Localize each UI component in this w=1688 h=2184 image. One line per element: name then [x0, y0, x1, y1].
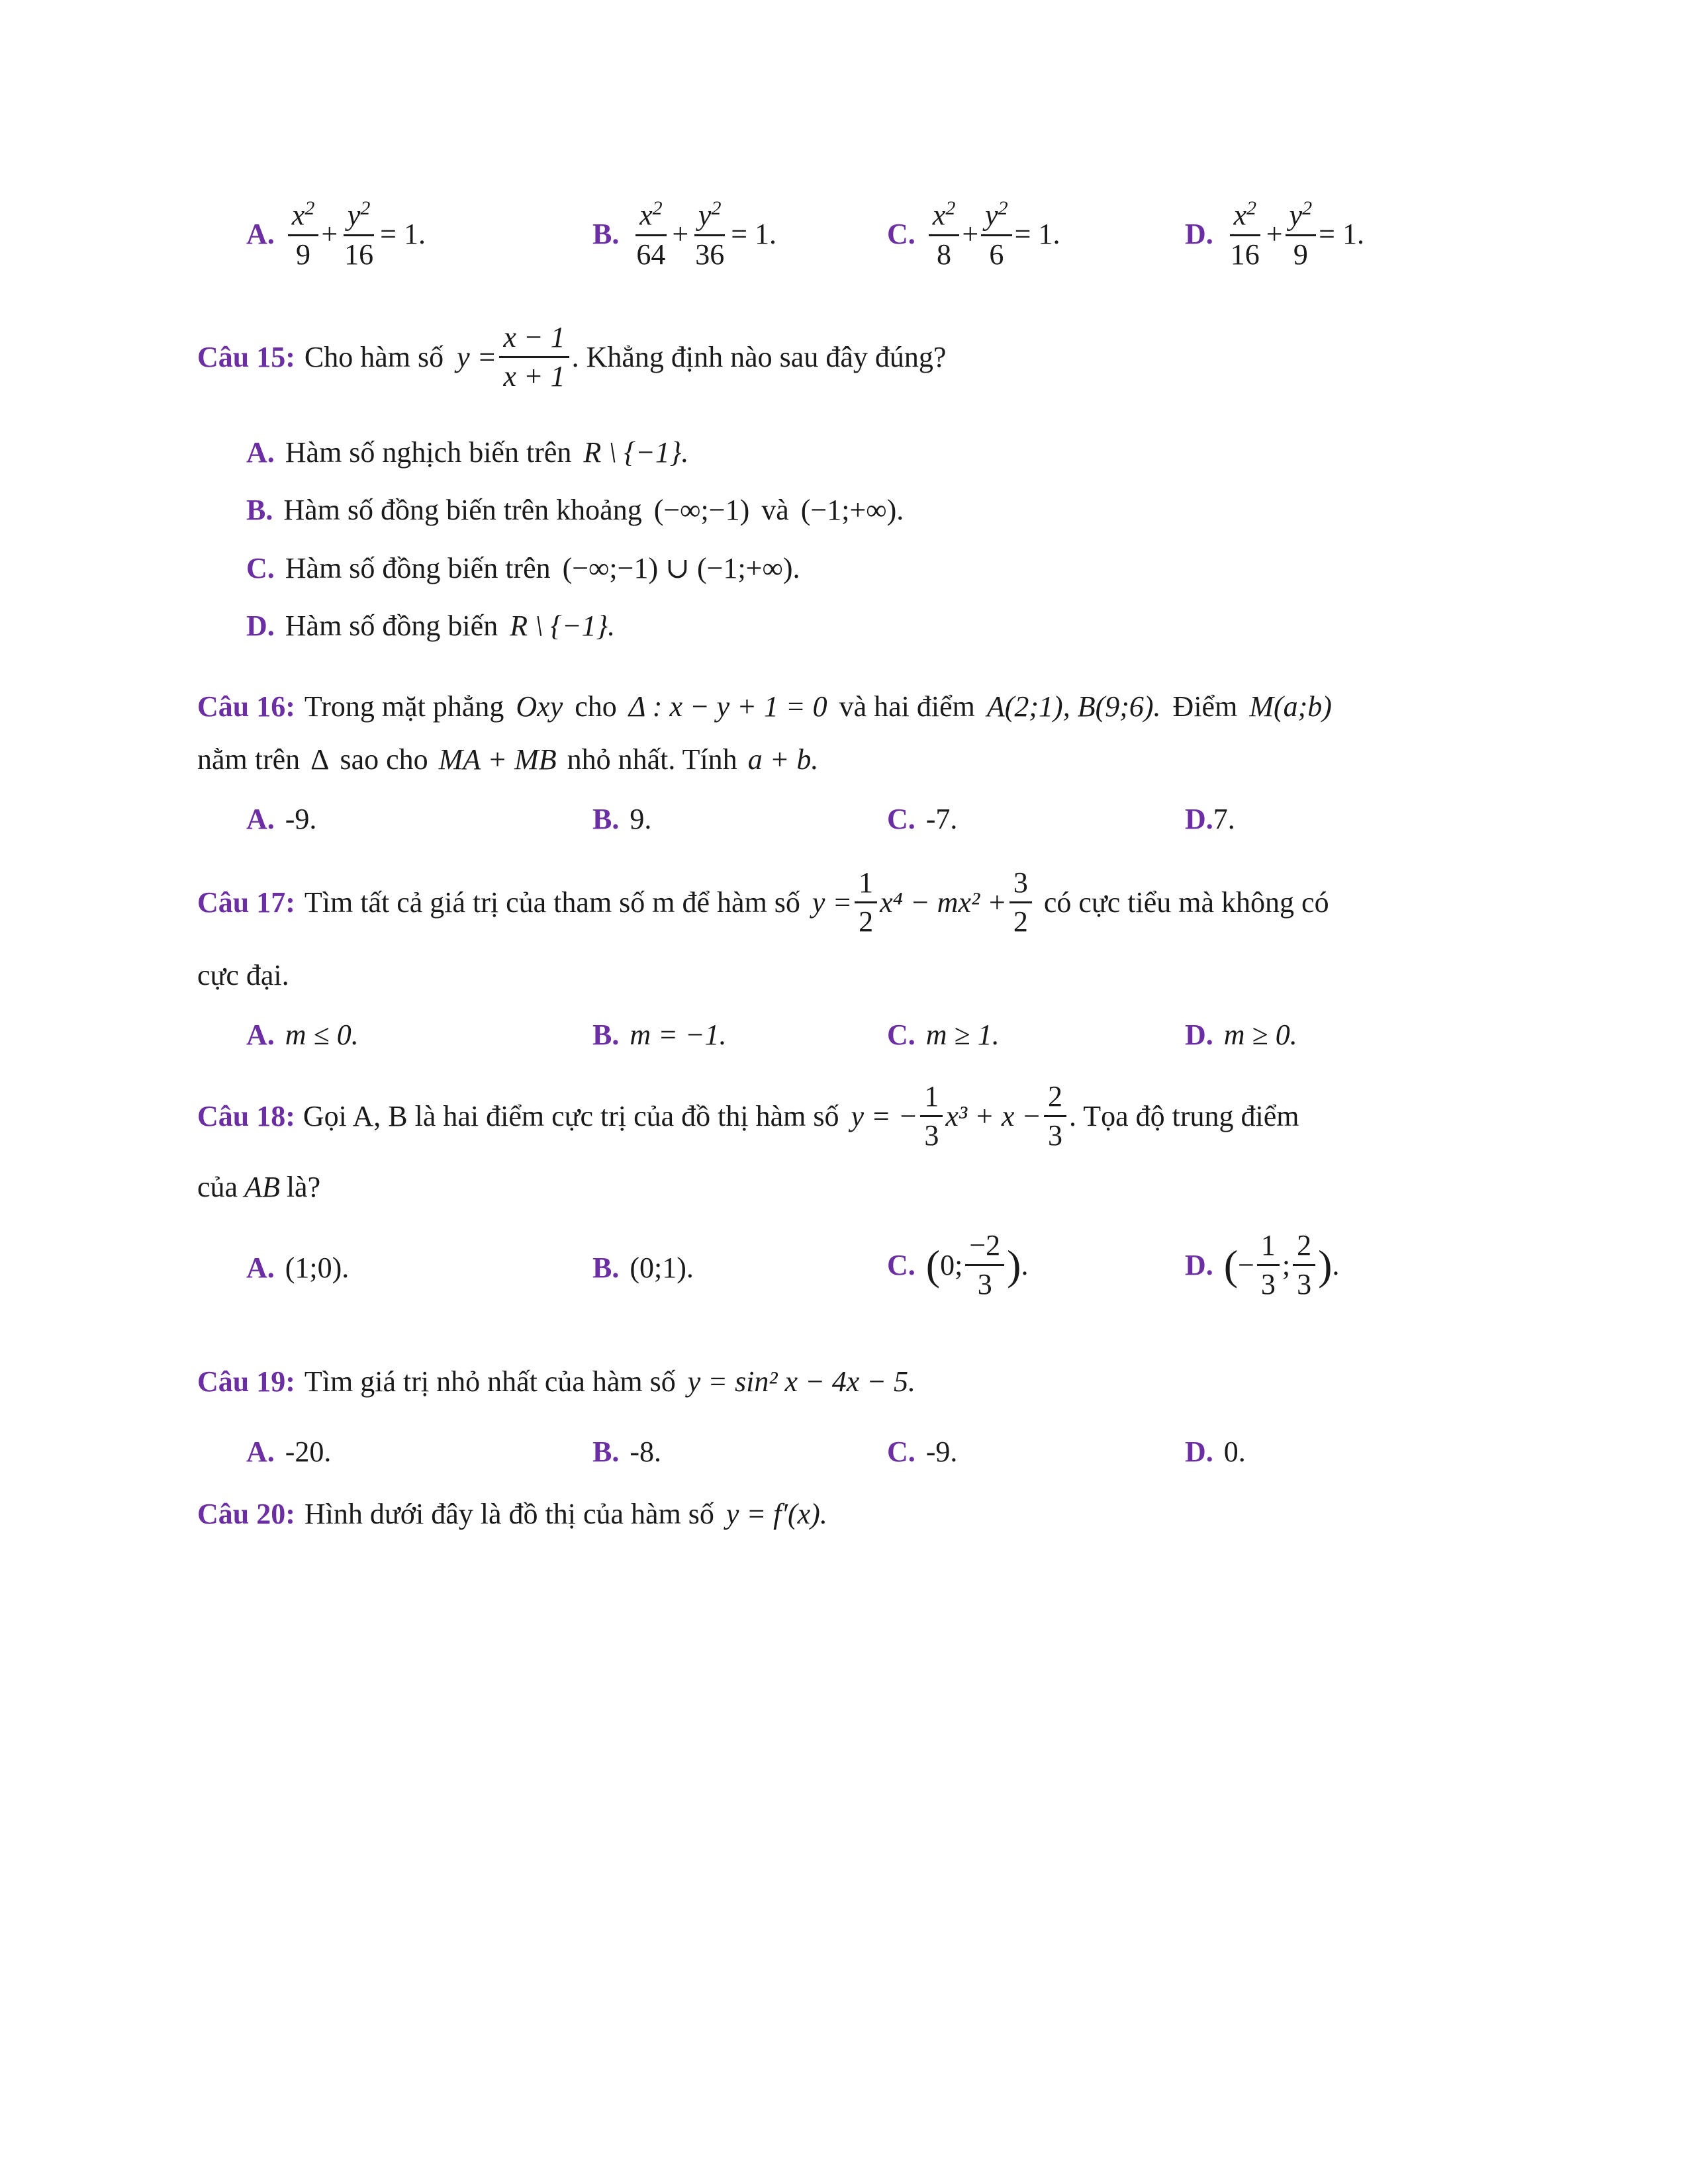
question-label: Câu 17:: [197, 886, 295, 919]
option-letter: A.: [246, 436, 275, 469]
option-letter: C.: [887, 1435, 915, 1468]
question-17: [197, 868, 1329, 936]
question-text: Tìm tất cả giá trị của tham số m để hàm số: [304, 886, 800, 919]
math-expression: y = f′(x).: [726, 1498, 827, 1530]
option-letter: D.: [1185, 1249, 1213, 1281]
option-letter: A.: [246, 217, 275, 250]
option-value: -8.: [630, 1435, 662, 1468]
question-text: Tìm giá trị nhỏ nhất của hàm số: [304, 1365, 676, 1398]
fraction: $\frac{3}{2}$: [1009, 868, 1032, 936]
fraction: $\frac{x^2}{64}$: [636, 197, 666, 271]
fraction: $\frac{y^2}{36}$: [695, 197, 725, 271]
math-expression: x³ + x −: [945, 1100, 1042, 1132]
option-letter: B.: [246, 494, 273, 526]
question-text: cực đại.: [197, 959, 289, 991]
q14-option-a: A. $\frac{x^2}{9}$ + $\frac{y^2}{16}$ = 1.: [246, 197, 426, 271]
math-expression: (−1;+∞).: [800, 494, 904, 526]
q14-option-b: B. $\frac{x^2}{64}$ + $\frac{y^2}{36}$ = 1.: [592, 197, 777, 271]
math-expression: A(2;1), B(9;6).: [986, 690, 1161, 723]
option-letter: B.: [592, 1019, 620, 1051]
q17-option-b: [592, 1018, 727, 1052]
math-expression: M(a;b): [1249, 690, 1332, 723]
option-letter: B.: [592, 803, 620, 835]
question-label: Câu 19:: [197, 1365, 295, 1398]
fraction: $\frac{y^2}{9}$: [1286, 199, 1317, 269]
option-value: 0.: [1223, 1435, 1246, 1468]
fraction: $\frac{y^2}{16}$: [344, 197, 374, 271]
q18-option-d: D. ( − $\frac{1}{3}$ ; $\frac{2}{3}$ ) .: [1185, 1229, 1340, 1300]
question-text: Điểm: [1172, 690, 1238, 723]
q19-option-b: [592, 1435, 661, 1469]
math-expression: y = sin² x − 4x − 5.: [687, 1365, 915, 1398]
math-expression: R \ {−1}.: [510, 610, 616, 642]
question-17-line-2: [197, 958, 289, 992]
question-text: của: [197, 1171, 238, 1203]
math-expression: y = −: [851, 1100, 918, 1132]
question-label: :: [285, 1100, 295, 1132]
q15-option-c: [246, 551, 800, 585]
option-letter: D.: [1185, 1435, 1213, 1468]
math-expression: AB: [244, 1171, 280, 1203]
fraction: $\frac{x^2}{8}$: [929, 199, 960, 269]
left-paren: (: [1223, 1241, 1239, 1289]
option-letter: B.: [592, 1251, 620, 1284]
math-expression: y =: [812, 886, 853, 919]
option-letter: D.: [1185, 217, 1213, 250]
option-letter: C.: [887, 217, 915, 250]
option-letter: C.: [246, 552, 275, 584]
fraction: $\frac{x^2}{16}$: [1230, 197, 1260, 271]
question-16: [197, 690, 1332, 723]
q16-option-b: [592, 802, 651, 836]
q16-option-a: [246, 802, 316, 836]
q19-option-a: [246, 1435, 331, 1469]
option-value: -20.: [285, 1435, 332, 1468]
option-text: và: [761, 494, 789, 526]
math-expression: (−∞;−1): [653, 494, 750, 526]
question-text: và hai điểm: [839, 690, 975, 723]
question-text: Trong mặt phẳng: [304, 690, 504, 723]
fraction: $\frac{y^2}{6}$: [981, 199, 1012, 269]
q14-option-d: D. $\frac{x^2}{16}$ + $\frac{y^2}{9}$ = 1.: [1185, 197, 1364, 271]
question-text: . Khẳng định nào sau đây đúng?: [571, 341, 947, 373]
q16-option-c: [887, 802, 957, 836]
math-expression: a + b.: [747, 743, 819, 776]
question-19: [197, 1365, 915, 1398]
q17-option-d: [1185, 1018, 1297, 1052]
question-text: Hình dưới đây là đồ thị của hàm số: [304, 1498, 714, 1530]
question-text: là?: [286, 1171, 321, 1203]
option-value: -9.: [285, 803, 317, 835]
q18-option-c: C. ( 0; $\frac{-2}{3}$ ) .: [887, 1229, 1029, 1300]
right-paren: ): [1007, 1241, 1021, 1289]
option-value: 9.: [630, 803, 652, 835]
equation-rhs: = 1.: [1319, 217, 1364, 250]
q15-option-a: [246, 435, 688, 469]
q15-option-d: [246, 609, 615, 643]
option-value: (0;1).: [630, 1251, 694, 1284]
option-letter: B.: [592, 217, 620, 250]
option-letter: C.: [887, 1249, 915, 1281]
option-letter: A.: [246, 803, 275, 835]
option-value: 0;: [940, 1249, 963, 1281]
q18-option-b: [592, 1251, 694, 1285]
fraction: $\frac{x^2}{9}$: [288, 199, 319, 269]
option-value: (1;0).: [285, 1251, 350, 1284]
q16-option-d: [1185, 802, 1235, 836]
math-expression: R \ {−1}.: [583, 436, 689, 469]
question-18: [197, 1082, 1299, 1150]
equation-rhs: = 1.: [380, 217, 426, 250]
question-label: Câu 20:: [197, 1498, 295, 1530]
q17-option-c: [887, 1018, 1000, 1052]
q17-option-a: [246, 1018, 359, 1052]
q19-option-d: [1185, 1435, 1246, 1469]
q15-option-b: [246, 493, 904, 527]
option-text: Hàm số nghịch biến trên: [285, 436, 572, 469]
option-letter: B.: [592, 1435, 620, 1468]
fraction: $\frac{1}{3}$: [920, 1082, 943, 1150]
q18-option-a: [246, 1251, 349, 1285]
question-label: Câu 18: [197, 1100, 286, 1132]
fraction: $\frac{2}{3}$: [1293, 1231, 1315, 1299]
option-letter: D.: [1185, 1019, 1213, 1051]
question-18-line-2: [197, 1170, 320, 1204]
fraction: $\frac{1}{3}$: [1257, 1231, 1280, 1299]
question-16-line-2: [197, 743, 818, 776]
equation-rhs: = 1.: [731, 217, 777, 250]
option-letter: A.: [246, 1251, 275, 1284]
option-letter: A.: [246, 1019, 275, 1051]
right-paren: ): [1318, 1241, 1333, 1289]
question-text: có cực tiểu mà không có: [1043, 886, 1329, 919]
option-text: Hàm số đồng biến trên: [285, 552, 551, 584]
question-text: . Tọa độ trung điểm: [1069, 1100, 1299, 1132]
q19-option-c: [887, 1435, 957, 1469]
option-value: m ≤ 0.: [285, 1019, 359, 1051]
option-value: −: [1238, 1249, 1254, 1281]
option-value: m = −1.: [630, 1019, 727, 1051]
question-label: Câu 16:: [197, 690, 295, 723]
math-expression: MA + MB: [438, 743, 557, 776]
question-20: [197, 1497, 827, 1531]
question-text: cho: [575, 690, 617, 723]
option-value: -9.: [925, 1435, 958, 1468]
option-value: 7.: [1213, 803, 1235, 835]
fraction: $\frac{x - 1}{x + 1}$: [499, 323, 569, 391]
math-expression: Δ : x − y + 1 = 0: [628, 690, 827, 723]
fraction: $\frac{-2}{3}$: [965, 1231, 1004, 1299]
question-text: sao cho: [340, 743, 428, 776]
option-text: Hàm số đồng biến trên khoảng: [283, 494, 642, 526]
math-expression: Oxy: [516, 690, 563, 723]
option-letter: D.: [1185, 803, 1213, 835]
option-letter: D.: [246, 610, 275, 642]
math-expression: Δ: [310, 743, 330, 776]
math-expression: x⁴ − mx² +: [880, 886, 1007, 919]
equation-rhs: = 1.: [1014, 217, 1060, 250]
question-text: nhỏ nhất. Tính: [567, 743, 737, 776]
option-value: m ≥ 0.: [1223, 1019, 1297, 1051]
question-text: Cho hàm số: [304, 341, 444, 373]
question-15: [197, 323, 946, 391]
left-paren: (: [925, 1241, 941, 1289]
fraction: $\frac{1}{2}$: [855, 868, 877, 936]
option-value: m ≥ 1.: [925, 1019, 1000, 1051]
option-letter: C.: [887, 803, 915, 835]
fraction: $\frac{2}{3}$: [1044, 1082, 1066, 1150]
option-letter: C.: [887, 1019, 915, 1051]
option-letter: A.: [246, 1435, 275, 1468]
question-text: Gọi A, B là hai điểm cực trị của đồ thị hàm số: [303, 1100, 839, 1132]
question-text: nằm trên: [197, 743, 301, 776]
math-expression: y =: [457, 341, 497, 373]
option-text: Hàm số đồng biến: [285, 610, 498, 642]
question-label: Câu 15:: [197, 341, 295, 373]
math-expression: (−∞;−1) ∪ (−1;+∞).: [562, 552, 800, 584]
q14-option-c: C. $\frac{x^2}{8}$ + $\frac{y^2}{6}$ = 1.: [887, 197, 1060, 271]
option-value: -7.: [925, 803, 958, 835]
